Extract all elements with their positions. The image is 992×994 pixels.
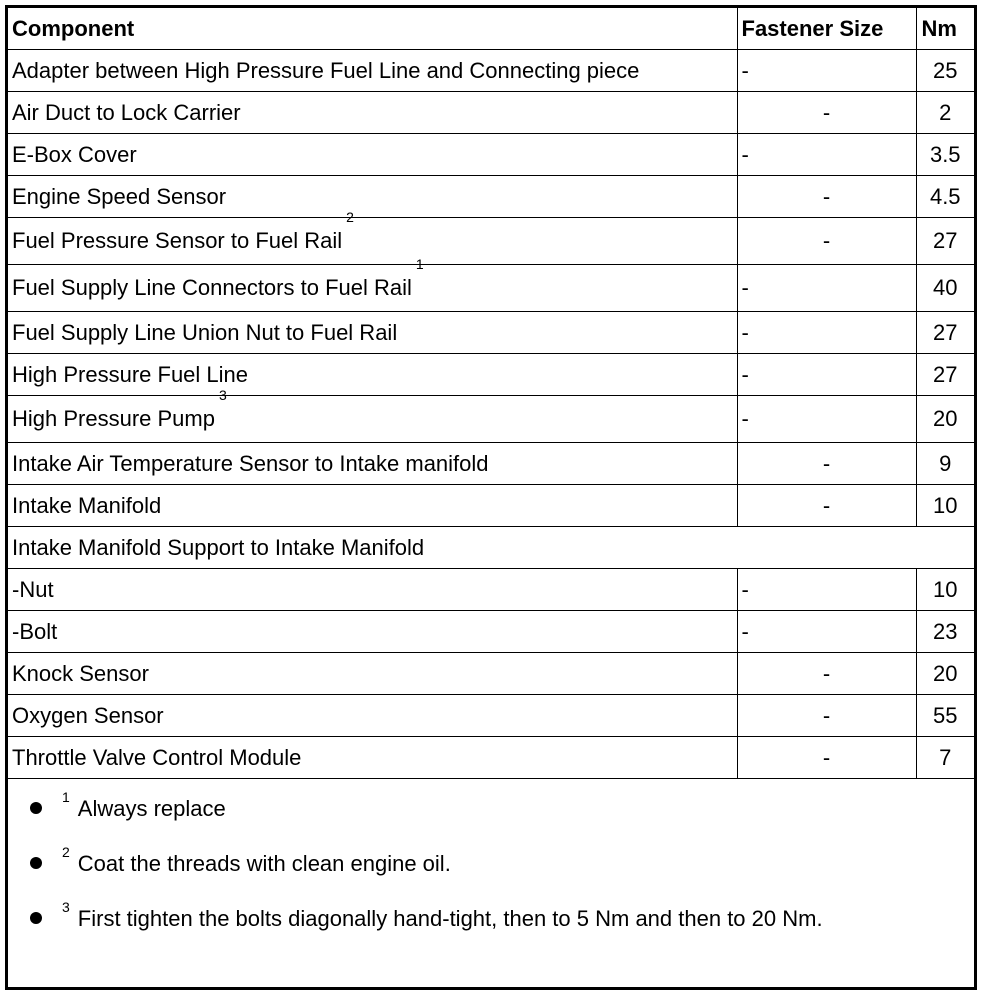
torque-nm-cell: 2 — [916, 92, 974, 134]
component-cell — [8, 312, 737, 354]
table-row — [8, 611, 974, 653]
component-text: High Pressure Pump — [12, 406, 215, 431]
component-cell — [8, 443, 737, 485]
component-text: Fuel Supply Line Connectors to Fuel Rail — [12, 275, 412, 300]
footnote-number: 2 — [62, 844, 70, 860]
component-text: Air Duct to Lock Carrier — [12, 100, 241, 125]
footnote-item — [30, 844, 451, 877]
bullet-icon — [30, 912, 42, 924]
component-cell — [8, 653, 737, 695]
table-row — [8, 218, 974, 265]
torque-nm-cell: 23 — [916, 611, 974, 653]
fastener-size-cell: - — [737, 134, 916, 176]
component-cell — [8, 354, 737, 396]
header-component: Component — [8, 8, 737, 50]
torque-spec-document — [5, 5, 977, 990]
table-header-row — [8, 8, 974, 50]
footnote-text: Coat the threads with clean engine oil. — [77, 851, 451, 876]
component-text: Throttle Valve Control Module — [12, 745, 302, 770]
footnote-number: 3 — [62, 899, 70, 915]
component-text: Intake Manifold Support to Intake Manifold — [12, 535, 425, 560]
footnote-item — [30, 789, 226, 822]
torque-nm-cell: 10 — [916, 569, 974, 611]
fastener-size-cell: - — [737, 218, 916, 265]
torque-nm-cell: 27 — [916, 312, 974, 354]
component-text: Intake Air Temperature Sensor to Intake manifold — [12, 451, 489, 476]
component-cell — [8, 527, 974, 569]
footnote-ref: 2 — [346, 209, 354, 225]
torque-nm-cell: 9 — [916, 443, 974, 485]
table-row — [8, 265, 974, 312]
torque-nm-cell: 40 — [916, 265, 974, 312]
table-row — [8, 396, 974, 443]
component-text: High Pressure Fuel Line — [12, 362, 249, 387]
component-text: Knock Sensor — [12, 661, 149, 686]
fastener-size-cell: - — [737, 485, 916, 527]
component-cell — [8, 569, 737, 611]
torque-nm-cell: 55 — [916, 695, 974, 737]
torque-nm-cell: 7 — [916, 737, 974, 779]
component-text: Fuel Pressure Sensor to Fuel Rail — [12, 228, 343, 253]
table-row — [8, 50, 974, 92]
fastener-size-cell: - — [737, 611, 916, 653]
component-cell — [8, 176, 737, 218]
table-row — [8, 92, 974, 134]
table-row — [8, 312, 974, 354]
footnote-item — [30, 899, 823, 932]
table-row — [8, 354, 974, 396]
component-cell — [8, 695, 737, 737]
fastener-size-cell: - — [737, 176, 916, 218]
component-text: Oxygen Sensor — [12, 703, 164, 728]
header-fastener-size: Fastener Size — [737, 8, 916, 50]
fastener-size-cell: - — [737, 653, 916, 695]
footnote-text: First tighten the bolts diagonally hand-tight, then to 5 Nm and then to 20 Nm. — [77, 906, 823, 931]
table-row — [8, 695, 974, 737]
component-text: Fuel Supply Line Union Nut to Fuel Rail — [12, 320, 398, 345]
component-text: -Bolt — [12, 619, 58, 644]
torque-nm-cell: 4.5 — [916, 176, 974, 218]
component-cell — [8, 134, 737, 176]
fastener-size-cell: - — [737, 569, 916, 611]
component-cell — [8, 611, 737, 653]
table-row — [8, 653, 974, 695]
table-row — [8, 737, 974, 779]
table-row — [8, 485, 974, 527]
component-cell — [8, 737, 737, 779]
footnote-ref: 1 — [415, 256, 424, 272]
component-text: -Nut — [12, 577, 54, 602]
component-text: Adapter between High Pressure Fuel Line and Connecting piece — [12, 58, 640, 83]
table-row — [8, 527, 974, 569]
torque-nm-cell: 3.5 — [916, 134, 974, 176]
torque-nm-cell: 27 — [916, 218, 974, 265]
table-body — [8, 50, 974, 779]
torque-nm-cell: 27 — [916, 354, 974, 396]
torque-spec-table — [8, 8, 974, 779]
fastener-size-cell: - — [737, 312, 916, 354]
footnote-number: 1 — [62, 789, 70, 805]
header-nm: Nm — [916, 8, 974, 50]
component-cell — [8, 209, 737, 265]
fastener-size-cell: - — [737, 737, 916, 779]
footnote-ref: 3 — [218, 387, 227, 403]
component-cell — [8, 50, 737, 92]
footnote-text: Always replace — [77, 796, 226, 821]
torque-nm-cell: 25 — [916, 50, 974, 92]
fastener-size-cell: - — [737, 396, 916, 443]
fastener-size-cell: - — [737, 354, 916, 396]
torque-nm-cell: 20 — [916, 396, 974, 443]
component-text: Intake Manifold — [12, 493, 162, 518]
torque-nm-cell: 10 — [916, 485, 974, 527]
table-row — [8, 569, 974, 611]
table-row — [8, 176, 974, 218]
fastener-size-cell: - — [737, 695, 916, 737]
bullet-icon — [30, 857, 42, 869]
fastener-size-cell: - — [737, 265, 916, 312]
table-row — [8, 443, 974, 485]
component-text: E-Box Cover — [12, 142, 137, 167]
component-cell — [8, 387, 737, 443]
component-cell — [8, 92, 737, 134]
component-cell — [8, 485, 737, 527]
table-row — [8, 134, 974, 176]
torque-nm-cell: 20 — [916, 653, 974, 695]
fastener-size-cell: - — [737, 92, 916, 134]
component-text: Engine Speed Sensor — [12, 184, 227, 209]
bullet-icon — [30, 802, 42, 814]
fastener-size-cell: - — [737, 50, 916, 92]
fastener-size-cell: - — [737, 443, 916, 485]
component-cell — [8, 256, 737, 312]
